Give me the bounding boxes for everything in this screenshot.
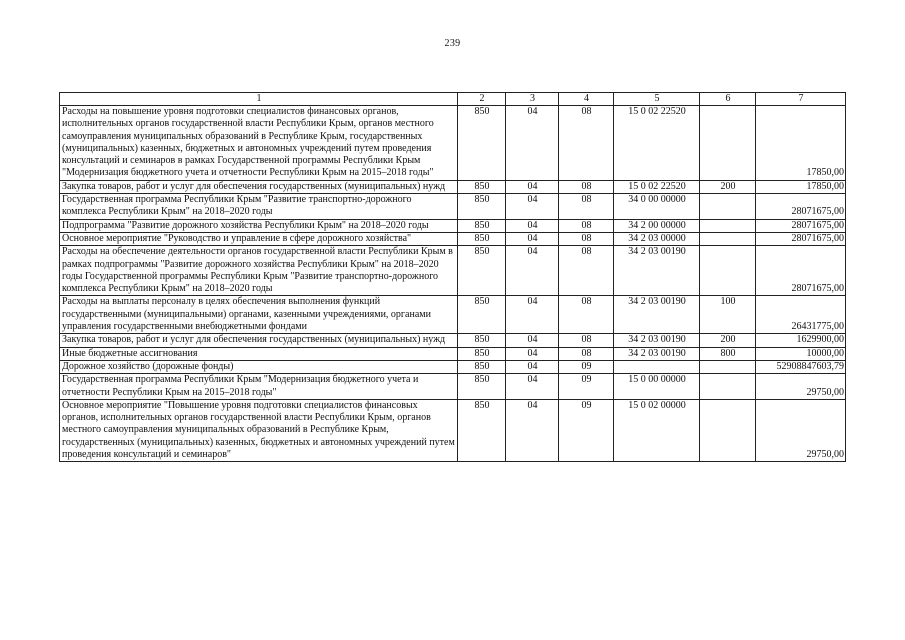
row-section-cell: 04	[506, 246, 559, 296]
row-ministry-cell: 850	[458, 246, 506, 296]
column-header-section: 3	[506, 93, 559, 106]
row-subsection-cell: 08	[559, 347, 614, 360]
row-amount-cell: 28071675,00	[756, 194, 846, 220]
row-target-cell: 34 2 03 00190	[614, 296, 700, 334]
column-header-ministry: 2	[458, 93, 506, 106]
row-expense-type-cell: 200	[700, 180, 756, 193]
row-section-cell: 04	[506, 296, 559, 334]
row-name-cell: Дорожное хозяйство (дорожные фонды)	[60, 360, 458, 373]
row-name-cell: Государственная программа Республики Крым "Развитие транспортно-дорожного комплекса Республики Крым" на 2018–2020 годы	[60, 194, 458, 220]
row-ministry-cell: 850	[458, 180, 506, 193]
row-subsection-cell: 08	[559, 180, 614, 193]
row-name-cell: Расходы на выплаты персоналу в целях обеспечения выполнения функций государственными (муниципальными) органами, казенными учреждениями, органами управления государственными внебюджетными фондами	[60, 296, 458, 334]
row-target-cell: 34 2 03 00190	[614, 246, 700, 296]
row-ministry-cell: 850	[458, 399, 506, 461]
row-subsection-cell: 08	[559, 194, 614, 220]
row-expense-type-cell	[700, 399, 756, 461]
table-row	[60, 106, 846, 181]
row-expense-type-cell	[700, 374, 756, 400]
row-target-cell	[614, 360, 700, 373]
page-number: 239	[444, 38, 461, 49]
budget-table	[59, 92, 846, 462]
row-subsection-cell: 08	[559, 232, 614, 245]
column-header-name: 1	[60, 93, 458, 106]
row-ministry-cell: 850	[458, 232, 506, 245]
row-expense-type-cell	[700, 106, 756, 181]
row-subsection-cell: 09	[559, 399, 614, 461]
table-row	[60, 219, 846, 232]
row-target-cell: 15 0 00 00000	[614, 374, 700, 400]
row-section-cell: 04	[506, 360, 559, 373]
row-name-cell: Подпрограмма "Развитие дорожного хозяйства Республики Крым" на 2018–2020 годы	[60, 219, 458, 232]
row-name-cell: Иные бюджетные ассигнования	[60, 347, 458, 360]
row-name-cell: Основное мероприятие "Руководство и управление в сфере дорожного хозяйства"	[60, 232, 458, 245]
row-section-cell: 04	[506, 219, 559, 232]
row-subsection-cell: 09	[559, 374, 614, 400]
row-target-cell: 34 0 00 00000	[614, 194, 700, 220]
row-ministry-cell: 850	[458, 219, 506, 232]
row-target-cell: 15 0 02 00000	[614, 399, 700, 461]
row-expense-type-cell	[700, 360, 756, 373]
row-section-cell: 04	[506, 106, 559, 181]
row-amount-cell: 29750,00	[756, 374, 846, 400]
row-name-cell: Закупка товаров, работ и услуг для обеспечения государственных (муниципальных) нужд	[60, 180, 458, 193]
table-header-row	[60, 93, 846, 106]
column-header-subsection: 4	[559, 93, 614, 106]
row-amount-cell: 17850,00	[756, 106, 846, 181]
row-section-cell: 04	[506, 374, 559, 400]
row-expense-type-cell	[700, 246, 756, 296]
row-ministry-cell: 850	[458, 296, 506, 334]
row-amount-cell: 26431775,00	[756, 296, 846, 334]
row-ministry-cell: 850	[458, 194, 506, 220]
column-header-target: 5	[614, 93, 700, 106]
row-expense-type-cell	[700, 194, 756, 220]
row-section-cell: 04	[506, 232, 559, 245]
table-row	[60, 246, 846, 296]
row-expense-type-cell: 800	[700, 347, 756, 360]
row-name-cell: Основное мероприятие "Повышение уровня подготовки специалистов финансовых органов, исполнительных органов государственной власти Республики Крым, органов местного самоуправления муниципальных образований в Республике Крым, государственных (муниципальных) казенных, бюджетных и автономных учреждений путем проведения консультаций и семинаров"	[60, 399, 458, 461]
budget-table-body	[60, 93, 846, 462]
row-amount-cell: 10000,00	[756, 347, 846, 360]
column-header-amount: 7	[756, 93, 846, 106]
row-expense-type-cell: 100	[700, 296, 756, 334]
row-amount-cell: 28071675,00	[756, 246, 846, 296]
row-ministry-cell: 850	[458, 334, 506, 347]
row-name-cell: Государственная программа Республики Крым "Модернизация бюджетного учета и отчетности Республики Крым на 2015–2018 годы"	[60, 374, 458, 400]
table-row	[60, 374, 846, 400]
table-row	[60, 360, 846, 373]
row-ministry-cell: 850	[458, 360, 506, 373]
row-subsection-cell: 08	[559, 219, 614, 232]
row-target-cell: 15 0 02 22520	[614, 106, 700, 181]
row-target-cell: 34 2 03 00000	[614, 232, 700, 245]
row-expense-type-cell: 200	[700, 334, 756, 347]
table-row	[60, 194, 846, 220]
row-amount-cell: 17850,00	[756, 180, 846, 193]
table-row	[60, 232, 846, 245]
row-amount-cell: 28071675,00	[756, 219, 846, 232]
row-section-cell: 04	[506, 180, 559, 193]
row-name-cell: Расходы на повышение уровня подготовки специалистов финансовых органов, исполнительных органов государственной власти Республики Крым, органов местного самоуправления муниципальных образований в Республике Крым, государственных (муниципальных) казенных, бюджетных и автономных учреждений путем проведения консультаций и семинаров в рамках Государственной программы Республики Крым "Модернизация бюджетного учета и отчетности Республики Крым на 2015–2018 годы"	[60, 106, 458, 181]
row-ministry-cell: 850	[458, 374, 506, 400]
row-name-cell: Расходы на обеспечение деятельности органов государственной власти Республики Крым в рамках подпрограммы "Развитие дорожного хозяйства Республики Крым" на 2018–2020 годы Государственной программы Республики Крым "Развитие транспортно-дорожного комплекса Республики Крым" на 2018–2020 годы	[60, 246, 458, 296]
row-subsection-cell: 08	[559, 106, 614, 181]
row-target-cell: 34 2 03 00190	[614, 347, 700, 360]
row-amount-cell: 1629900,00	[756, 334, 846, 347]
row-ministry-cell: 850	[458, 347, 506, 360]
table-row	[60, 180, 846, 193]
row-subsection-cell: 09	[559, 360, 614, 373]
column-header-expense-type: 6	[700, 93, 756, 106]
row-section-cell: 04	[506, 399, 559, 461]
row-subsection-cell: 08	[559, 246, 614, 296]
row-expense-type-cell	[700, 219, 756, 232]
row-amount-cell: 28071675,00	[756, 232, 846, 245]
table-row	[60, 334, 846, 347]
table-row	[60, 347, 846, 360]
row-target-cell: 34 2 00 00000	[614, 219, 700, 232]
row-name-cell: Закупка товаров, работ и услуг для обеспечения государственных (муниципальных) нужд	[60, 334, 458, 347]
row-amount-cell: 29750,00	[756, 399, 846, 461]
row-section-cell: 04	[506, 334, 559, 347]
row-target-cell: 34 2 03 00190	[614, 334, 700, 347]
row-expense-type-cell	[700, 232, 756, 245]
row-section-cell: 04	[506, 347, 559, 360]
row-subsection-cell: 08	[559, 296, 614, 334]
row-ministry-cell: 850	[458, 106, 506, 181]
row-subsection-cell: 08	[559, 334, 614, 347]
row-target-cell: 15 0 02 22520	[614, 180, 700, 193]
table-row	[60, 296, 846, 334]
row-amount-cell: 52908847603,79	[756, 360, 846, 373]
table-row	[60, 399, 846, 461]
row-section-cell: 04	[506, 194, 559, 220]
